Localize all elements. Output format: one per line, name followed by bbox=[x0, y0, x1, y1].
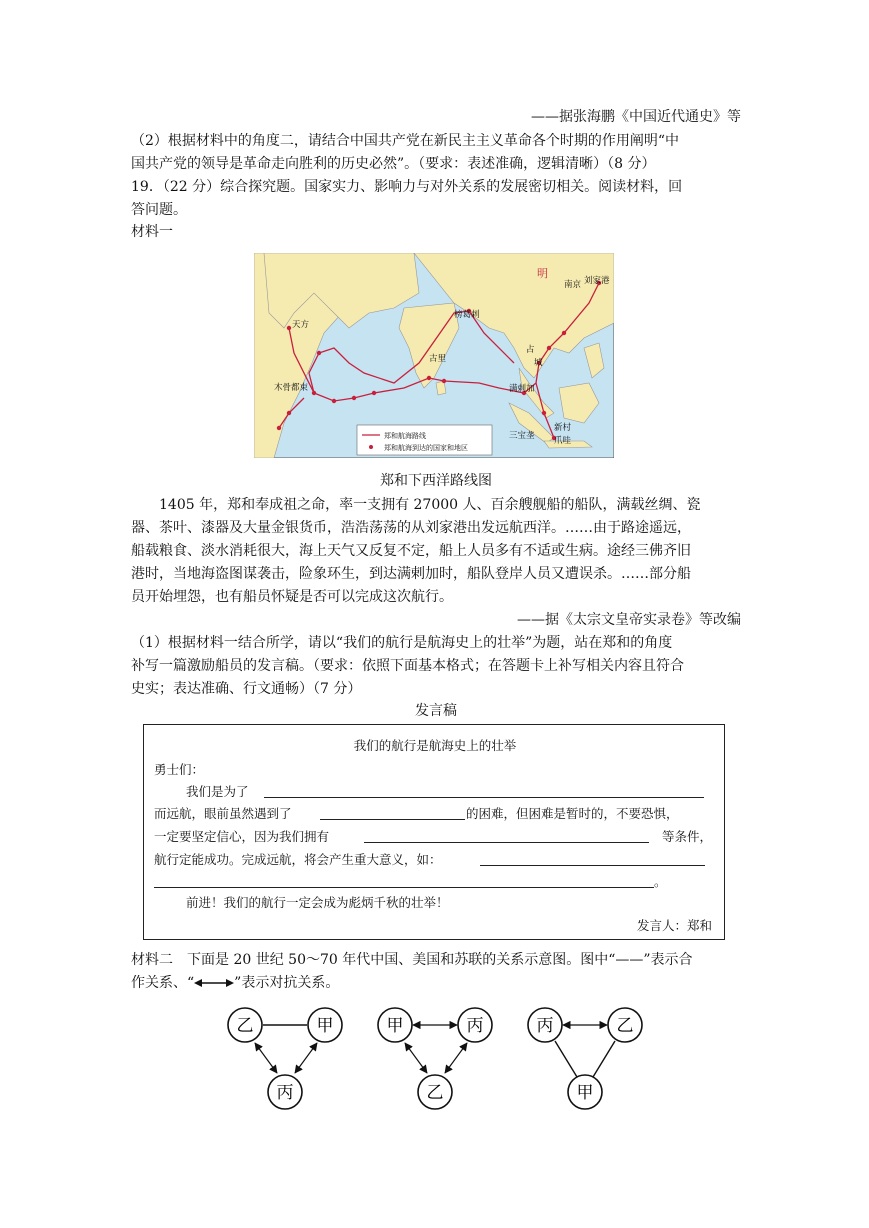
map-label-manlajia: 满剌加 bbox=[509, 384, 535, 394]
port-dot bbox=[317, 351, 321, 355]
port-dot bbox=[547, 346, 551, 350]
map-label-nanjing: 南京 bbox=[564, 280, 582, 290]
map-label-sanbaolong: 三宝垄 bbox=[509, 431, 535, 441]
port-dot bbox=[287, 411, 291, 415]
source-citation-2: ——据《太宗文皇帝实录卷》等改编 bbox=[517, 612, 741, 628]
material-1-line-4: 港时，当地海盗图谋袭击，险象环生，到达满剌加时，船队登岸人员又遭误杀。……部分船 bbox=[131, 566, 691, 582]
diagram-3-bottom: 甲 bbox=[576, 1083, 594, 1103]
material-2-line-1: 材料二 下面是 20 世纪 50～70 年代中国、美国和苏联的关系示意图。图中“——”表示合 bbox=[131, 952, 693, 968]
diagram-2 bbox=[378, 1008, 492, 1109]
map-label-ming: 明 bbox=[537, 267, 548, 280]
map-label-liujiagang: 刘家港 bbox=[584, 276, 610, 286]
map-label-zhancheng-1: 占 bbox=[526, 345, 535, 355]
diagram-1 bbox=[228, 1008, 342, 1109]
port-dot bbox=[562, 331, 566, 335]
diagram-1-top-right: 甲 bbox=[316, 1016, 334, 1036]
port-dot bbox=[542, 411, 546, 415]
speech-box bbox=[143, 724, 725, 940]
port-dot bbox=[312, 391, 316, 395]
speech-line-6-text: 前进！我们的航行一定会成为彪炳千秋的壮举！ bbox=[186, 895, 449, 910]
material-1-line-3: 船载粮食、淡水消耗很大，海上天气又反复不定，船上人员多有不适或生病。途经三佛齐旧 bbox=[131, 543, 691, 559]
answer-blank-5[interactable] bbox=[154, 887, 654, 888]
map-label-guli: 古里 bbox=[429, 354, 447, 364]
diagram-2-bottom: 乙 bbox=[426, 1083, 444, 1103]
map-label-tianfang: 天方 bbox=[292, 320, 310, 330]
speech-line-3-text-a: 一定要坚定信心，因为我们拥有 bbox=[154, 829, 330, 844]
legend-route: 郑和航海路线 bbox=[384, 432, 426, 440]
speech-line-4-text: 航行定能成功。完成远航，将会产生重大意义，如： bbox=[154, 852, 442, 867]
question-2-line-2: 国共产党的领导是革命走向胜利的历史必然”。（要求：表述准确，逻辑清晰）（8 分） bbox=[131, 156, 656, 172]
port-dot bbox=[332, 399, 336, 403]
answer-blank-1[interactable] bbox=[264, 797, 704, 798]
speech-line-1-text: 我们是为了 bbox=[186, 784, 249, 799]
map-label-xincun: 新村 bbox=[554, 423, 572, 433]
zhenghe-route-map bbox=[254, 253, 614, 458]
speech-line-5-end: 。 bbox=[654, 874, 667, 889]
material-2-line-2b: ”表示对抗关系。 bbox=[234, 975, 340, 991]
material-1-line-5: 员开始埋怨，也有船员怀疑是否可以完成这次航行。 bbox=[131, 589, 453, 605]
port-dot bbox=[352, 396, 356, 400]
answer-blank-2[interactable] bbox=[320, 819, 465, 820]
material-1-line-2: 器、茶叶、漆器及大量金银货币，浩浩荡荡的从刘家港出发远航西洋。……由于路途遥远， bbox=[131, 520, 691, 536]
speech-heading: 发言稿 bbox=[415, 703, 457, 719]
speech-line-2-text-a: 而远航，眼前虽然遇到了 bbox=[154, 806, 292, 821]
map-legend bbox=[357, 425, 492, 455]
source-citation-1: ——据张海鹏《中国近代通史》等 bbox=[531, 109, 741, 125]
port-dot bbox=[442, 379, 446, 383]
material-2-line-2 bbox=[131, 973, 741, 993]
speech-greeting: 勇士们： bbox=[154, 762, 205, 777]
speech-line-3-text-b: 等条件， bbox=[662, 829, 713, 844]
diagram-2-top-left: 甲 bbox=[386, 1016, 404, 1036]
diagram-2-top-right: 丙 bbox=[466, 1016, 484, 1036]
speech-signature: 发言人：郑和 bbox=[636, 918, 712, 933]
port-dot bbox=[427, 376, 431, 380]
relationship-diagrams bbox=[225, 1005, 665, 1120]
answer-blank-4[interactable] bbox=[480, 865, 705, 866]
diagram-3-top-right: 乙 bbox=[616, 1016, 634, 1036]
material-2-line-2a: 作关系、“ bbox=[131, 975, 195, 991]
speech-title: 我们的航行是航海史上的壮举 bbox=[353, 738, 517, 753]
question-2-line-1: （2）根据材料中的角度二，请结合中国共产党在新民主主义革命各个时期的作用阐明“中 bbox=[131, 133, 680, 149]
material-1-label: 材料一 bbox=[131, 224, 173, 240]
map-label-bangela: 榜葛剌 bbox=[454, 310, 480, 320]
question-1-line-1: （1）根据材料一结合所学，请以“我们的航行是航海史上的壮举”为题，站在郑和的角度 bbox=[131, 635, 673, 651]
question-1-line-2: 补写一篇激励船员的发言稿。（要求：依照下面基本格式；在答题卡上补写相关内容且符合 bbox=[131, 658, 684, 674]
question-1-line-3: 史实；表达准确、行文通畅）（7 分） bbox=[131, 681, 362, 697]
diagram-1-bottom: 丙 bbox=[276, 1083, 294, 1103]
port-dot bbox=[372, 391, 376, 395]
map-label-zhancheng-2: 城 bbox=[534, 358, 543, 368]
diagram-3-top-left: 丙 bbox=[536, 1016, 554, 1036]
map-label-zhuawa: 爪哇 bbox=[554, 436, 572, 446]
port-dot bbox=[277, 426, 281, 430]
legend-places: 郑和航海到达的国家和地区 bbox=[384, 444, 468, 452]
answer-blank-3[interactable] bbox=[364, 842, 649, 843]
question-19-line-1: 19．（22 分）综合探究题。国家实力、影响力与对外关系的发展密切相关。阅读材料，回 bbox=[131, 179, 683, 195]
double-arrow-icon bbox=[194, 977, 234, 989]
material-1-line-1: 1405 年，郑和奉成祖之命，率一支拥有 27000 人、百余艘舰船的船队，满载丝绸、瓷 bbox=[159, 497, 701, 513]
map-label-muguduhu: 木骨都束 bbox=[274, 383, 309, 393]
port-dot bbox=[287, 326, 291, 330]
map-caption: 郑和下西洋路线图 bbox=[380, 473, 492, 489]
diagram-1-top-left: 乙 bbox=[236, 1016, 254, 1036]
question-19-line-2: 答问题。 bbox=[131, 202, 187, 218]
diagram-3 bbox=[528, 1008, 642, 1109]
speech-line-2-text-b: 的困难，但困难是暂时的，不要恐惧， bbox=[466, 806, 679, 821]
